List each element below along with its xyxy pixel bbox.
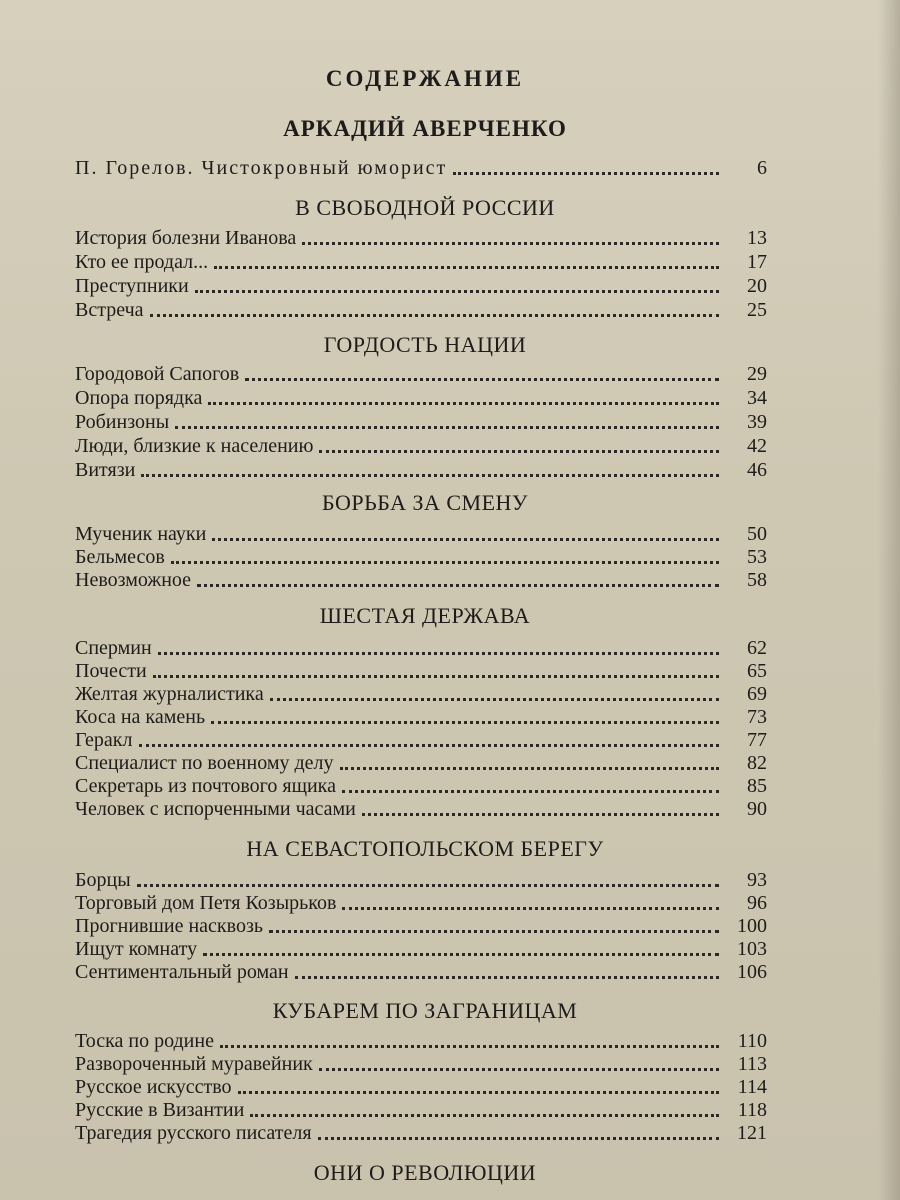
toc-entry (75, 728, 767, 752)
entry-page: 96 (747, 892, 767, 914)
section-heading: В СВОБОДНОЙ РОССИИ (295, 195, 555, 220)
toc-entry (75, 226, 767, 250)
entry-page: 106 (737, 961, 767, 983)
toc-entry (75, 568, 767, 592)
toc-entry (75, 386, 767, 410)
entry-page: 90 (747, 798, 767, 820)
section-heading: ОНИ О РЕВОЛЮЦИИ (313, 1160, 537, 1185)
intro-entry (75, 156, 767, 180)
section-heading: ШЕСТАЯ ДЕРЖАВА (319, 603, 531, 628)
entry-page: 58 (747, 569, 767, 591)
entry-title: Развороченный муравейник (75, 1053, 313, 1075)
entry-title: Городовой Сапогов (75, 363, 240, 385)
dot-leader (302, 242, 719, 245)
section-heading: КУБАРЕМ ПО ЗАГРАНИЦАМ (272, 998, 578, 1023)
toc-entry (75, 250, 767, 274)
entry-title: Русское искусство (75, 1076, 232, 1098)
toc-entry (75, 362, 767, 386)
toc-entry (75, 891, 767, 915)
entry-page: 29 (747, 363, 767, 385)
entry-page: 42 (747, 435, 767, 457)
toc-entry (75, 274, 767, 298)
toc-entry (75, 751, 767, 775)
entry-title: Мученик науки (75, 523, 207, 545)
toc-entry (75, 705, 767, 729)
entry-title: Торговый дом Петя Козырьков (75, 892, 337, 914)
entry-page: 25 (747, 299, 767, 321)
entry-title: Бельмесов (75, 546, 165, 568)
entry-title: Борцы (75, 869, 131, 891)
dot-leader (214, 266, 719, 269)
toc-entry (75, 682, 767, 706)
dot-leader (269, 930, 719, 933)
dot-leader (150, 314, 719, 317)
entry-page: 13 (747, 227, 767, 249)
entry-title: Желтая журналистика (75, 683, 264, 705)
entry-title: Люди, близкие к населению (75, 435, 314, 457)
entry-page: 110 (737, 1030, 767, 1052)
entry-title: Витязи (75, 459, 136, 481)
entry-page: 50 (747, 523, 767, 545)
dot-leader (319, 450, 719, 453)
dot-leader (211, 721, 719, 724)
toc-title: СОДЕРЖАНИЕ (325, 66, 525, 91)
entry-title: Прогнившие насквозь (75, 915, 263, 937)
entry-page: 93 (747, 869, 767, 891)
dot-leader (238, 1091, 719, 1094)
toc-entry (75, 797, 767, 821)
entry-page: 20 (747, 275, 767, 297)
entry-title: Русские в Византии (75, 1099, 245, 1121)
entry-page: 77 (747, 729, 767, 751)
entry-title: Встреча (75, 299, 144, 321)
dot-leader (208, 402, 719, 405)
entry-page: 65 (747, 660, 767, 682)
dot-leader (270, 698, 719, 701)
toc-entry (75, 434, 767, 458)
entry-page: 53 (747, 546, 767, 568)
entry-page: 100 (737, 915, 767, 937)
toc-entry (75, 868, 767, 892)
dot-leader (137, 884, 719, 887)
entry-title: Сентиментальный роман (75, 961, 289, 983)
entry-title: Человек с испорченными часами (75, 798, 356, 820)
entry-page: 62 (747, 637, 767, 659)
dot-leader (295, 976, 719, 979)
entry-title: Невозможное (75, 569, 192, 591)
entry-page: 46 (747, 459, 767, 481)
author-heading: АРКАДИЙ АВЕРЧЕНКО (283, 116, 567, 141)
entry-title: Геракл (75, 729, 133, 751)
entry-title: Специалист по военному делу (75, 752, 334, 774)
toc-entry (75, 298, 767, 322)
entry-title: Преступники (75, 275, 189, 297)
toc-entry (75, 914, 767, 938)
entry-page: 114 (737, 1076, 767, 1098)
entry-title: Кто ее продал... (75, 251, 209, 273)
entry-title: Трагедия русского писателя (75, 1122, 312, 1144)
dot-leader (245, 378, 719, 381)
toc-entry (75, 960, 767, 984)
entry-title: История болезни Иванова (75, 227, 297, 249)
entry-title: Ищут комнату (75, 938, 198, 960)
entry-page: 121 (737, 1122, 767, 1144)
toc-entry (75, 410, 767, 434)
entry-page: 34 (747, 387, 767, 409)
dot-leader (220, 1045, 719, 1048)
entry-title: Почести (75, 660, 147, 682)
section-heading: НА СЕВАСТОПОЛЬСКОМ БЕРЕГУ (246, 836, 604, 861)
entry-page: 118 (737, 1099, 767, 1121)
entry-title: Тоска по родине (75, 1030, 214, 1052)
toc-entry (75, 1098, 767, 1122)
entry-page: 6 (757, 157, 767, 179)
entry-page: 73 (747, 706, 767, 728)
dot-leader (453, 172, 719, 175)
toc-entry (75, 1029, 767, 1053)
dot-leader (139, 744, 720, 747)
toc-entry (75, 522, 767, 546)
page-edge-shadow (878, 0, 900, 1200)
entry-page: 39 (747, 411, 767, 433)
dot-leader (197, 584, 719, 587)
entry-title: Робинзоны (75, 411, 170, 433)
toc-entry (75, 636, 767, 660)
toc-entry (75, 937, 767, 961)
entry-page: 103 (737, 938, 767, 960)
entry-title: П. Горелов. Чистокровный юморист (75, 157, 448, 179)
toc-entry (75, 1075, 767, 1099)
dot-leader (175, 426, 719, 429)
entry-title: Опора порядка (75, 387, 203, 409)
dot-leader (250, 1114, 719, 1117)
dot-leader (203, 953, 719, 956)
dot-leader (342, 907, 719, 910)
toc-entry (75, 774, 767, 798)
dot-leader (319, 1068, 719, 1071)
dot-leader (212, 538, 719, 541)
dot-leader (171, 561, 719, 564)
toc-entry (75, 545, 767, 569)
section-heading: ГОРДОСТЬ НАЦИИ (323, 332, 527, 357)
toc-entry (75, 1121, 767, 1145)
toc-entry (75, 1052, 767, 1076)
section-heading: БОРЬБА ЗА СМЕНУ (321, 490, 528, 515)
dot-leader (141, 474, 719, 477)
entry-title: Спермин (75, 637, 152, 659)
dot-leader (362, 813, 719, 816)
dot-leader (340, 767, 719, 770)
entry-page: 82 (747, 752, 767, 774)
entry-page: 17 (747, 251, 767, 273)
entry-page: 69 (747, 683, 767, 705)
dot-leader (195, 290, 719, 293)
toc-entry (75, 659, 767, 683)
entry-page: 85 (747, 775, 767, 797)
dot-leader (153, 675, 719, 678)
entry-title: Коса на камень (75, 706, 206, 728)
toc-entry (75, 458, 767, 482)
dot-leader (158, 652, 719, 655)
entry-title: Секретарь из почтового ящика (75, 775, 336, 797)
entry-page: 113 (737, 1053, 767, 1075)
dot-leader (342, 790, 719, 793)
dot-leader (318, 1137, 719, 1140)
